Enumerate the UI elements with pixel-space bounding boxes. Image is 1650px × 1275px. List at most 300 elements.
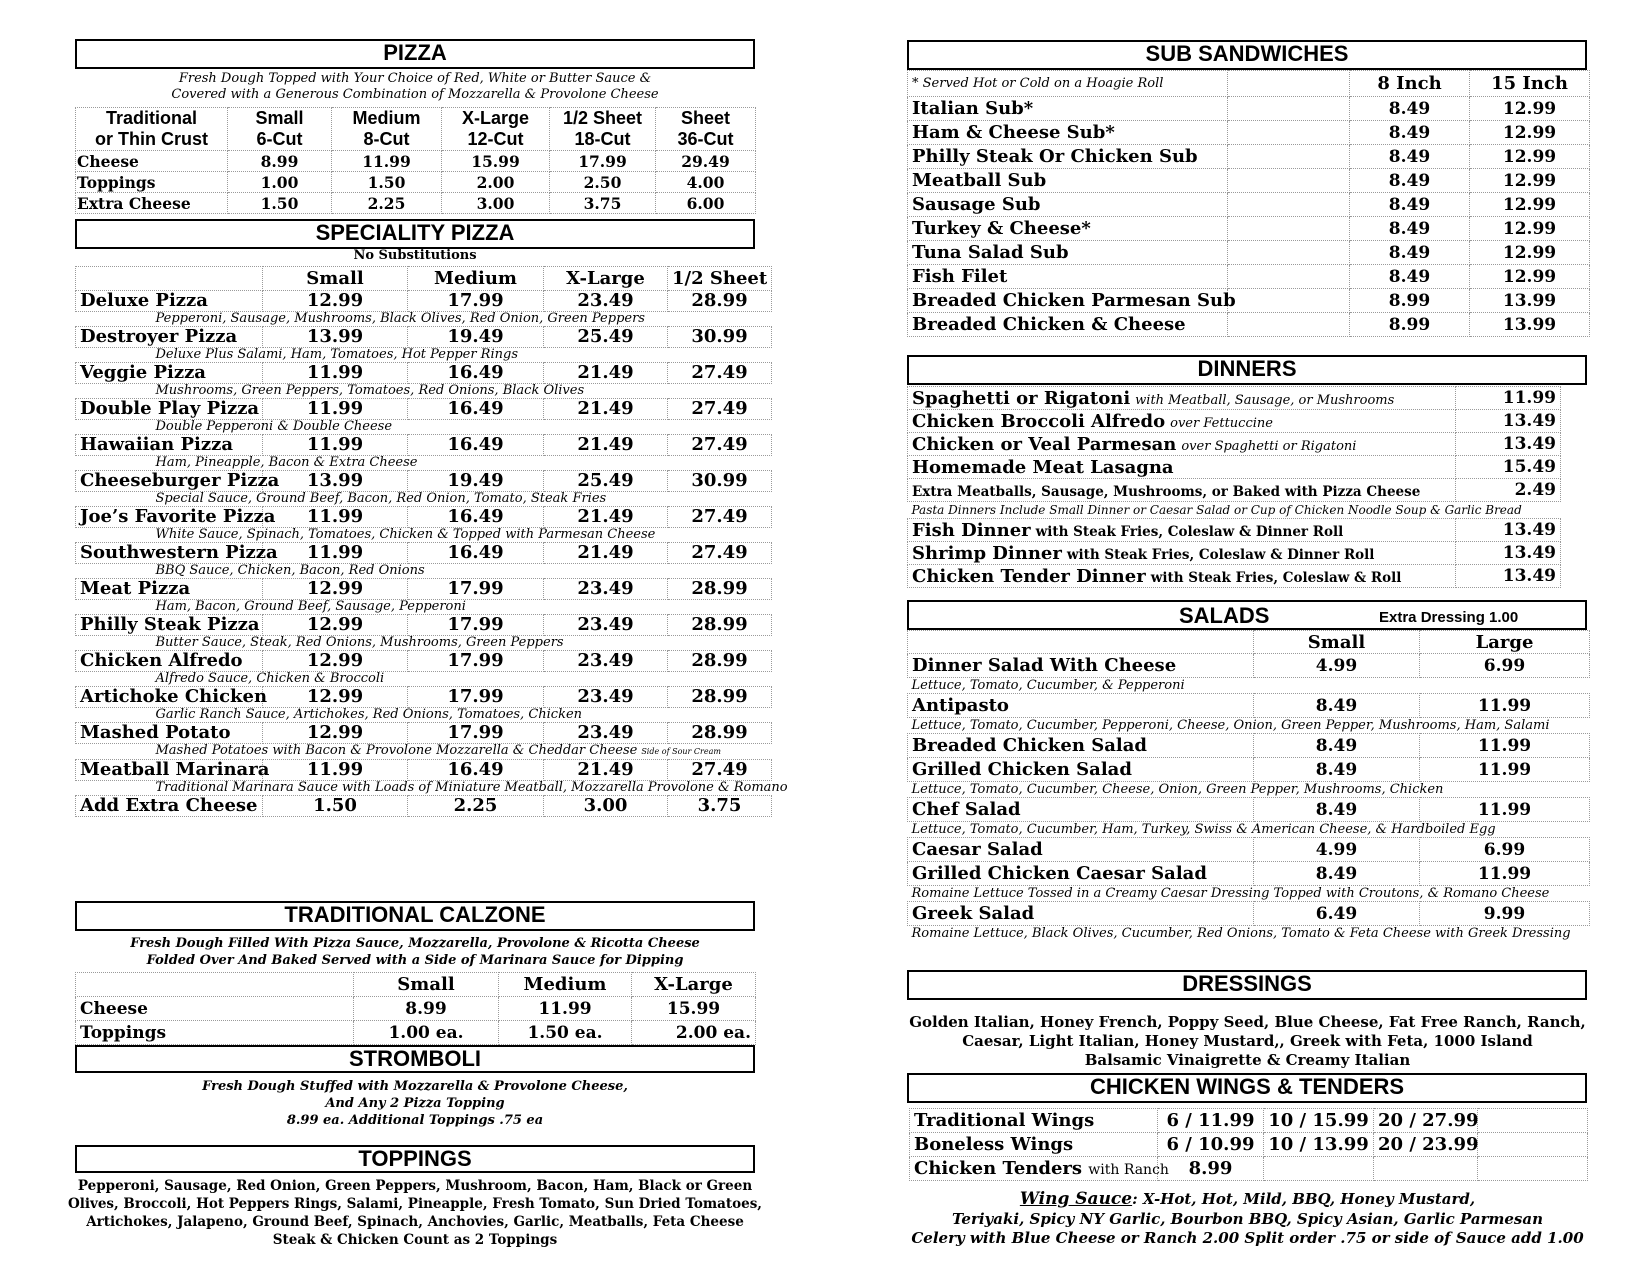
subs-table <box>907 70 1590 337</box>
calzone-desc-1: Fresh Dough Filled With Pizza Sauce, Mozzarella, Provolone & Ricotta Cheese <box>130 936 700 951</box>
price: 12.99 <box>263 615 408 636</box>
price: 17.99 <box>408 291 544 312</box>
desc-row <box>76 744 772 760</box>
price: 13.49 <box>1456 565 1561 588</box>
desc-row <box>76 600 772 615</box>
desc-row <box>908 886 1590 902</box>
item-description: Deluxe Plus Salami, Ham, Tomatoes, Hot Pepper Rings <box>155 347 518 362</box>
table-row <box>908 862 1590 886</box>
wings-row-label: Boneless Wings <box>910 1133 1158 1157</box>
tenders-name: Chicken Tenders <box>914 1158 1083 1179</box>
price: 21.49 <box>544 435 668 456</box>
subs-note: * Served Hot or Cold on a Hoagie Roll <box>908 71 1228 97</box>
tenders-row-label <box>910 1157 1169 1181</box>
price: 11.99 <box>263 435 408 456</box>
price: 8.49 <box>1350 217 1470 241</box>
salads-col-small: Small <box>1254 631 1420 654</box>
price: 21.49 <box>544 399 668 420</box>
price: 30.99 <box>668 471 772 492</box>
desc-row <box>76 528 772 543</box>
item-description: Alfredo Sauce, Chicken & Broccoli <box>155 671 385 686</box>
price: 28.99 <box>668 687 772 708</box>
specialty-note: No Substitutions <box>353 248 477 263</box>
table-row <box>908 145 1590 169</box>
price: 20 / 27.99 <box>1374 1109 1478 1133</box>
table-row <box>908 121 1590 145</box>
item-name: Double Play Pizza <box>76 399 263 420</box>
price: 16.49 <box>408 507 544 528</box>
price: 27.49 <box>668 435 772 456</box>
salads-extra-dressing: Extra Dressing 1.00 <box>1379 609 1519 626</box>
table-row <box>908 387 1561 410</box>
calzone-col-xlarge: X-Large <box>632 973 756 997</box>
price: 23.49 <box>544 651 668 672</box>
table-row <box>908 798 1590 822</box>
dinner-item <box>908 542 1456 565</box>
price: 13.99 <box>263 327 408 348</box>
stromboli-price: 8.99 ea. Additional Toppings .75 ea <box>286 1113 544 1128</box>
price: 11.99 <box>1420 694 1590 718</box>
price: 25.49 <box>544 327 668 348</box>
item-description: Double Pepperoni & Double Cheese <box>155 419 393 434</box>
table-row <box>908 456 1561 479</box>
price: 2.25 <box>408 796 544 817</box>
salads-col-large: Large <box>1420 631 1590 654</box>
price: 28.99 <box>668 291 772 312</box>
item-name: Chicken Broccoli Alfredo <box>912 410 1166 432</box>
toppings-header <box>75 1145 755 1173</box>
pizza-desc-1: Fresh Dough Topped with Your Choice of Red, White or Butter Sauce & <box>178 71 652 86</box>
item-name: Antipasto <box>908 694 1254 718</box>
pizza-title: PIZZA <box>383 40 447 65</box>
item-name: Fish Filet <box>908 265 1228 289</box>
price: 8.49 <box>1350 193 1470 217</box>
price: 12.99 <box>1470 145 1590 169</box>
price: 11.99 <box>263 399 408 420</box>
price: 2.00 ea. <box>632 1021 756 1045</box>
note-row <box>908 502 1561 519</box>
table-row <box>908 694 1590 718</box>
price: 15.49 <box>1456 456 1561 479</box>
price: 23.49 <box>544 615 668 636</box>
item-name: Artichoke Chicken <box>76 687 263 708</box>
table-row <box>908 289 1590 313</box>
price: 20 / 23.99 <box>1374 1133 1478 1157</box>
pizza-col-xlarge: X-Large 12-Cut <box>442 108 550 151</box>
price: 8.49 <box>1254 734 1420 758</box>
stromboli-desc-1: Fresh Dough Stuffed with Mozzarella & Provolone Cheese, <box>202 1079 628 1094</box>
price: 13.49 <box>1456 519 1561 542</box>
table-row <box>908 265 1590 289</box>
table-row <box>76 579 772 600</box>
dressings-line-2: Caesar, Light Italian, Honey Mustard,, Greek with Feta, 1000 Island <box>962 1032 1533 1050</box>
wings-title: CHICKEN WINGS & TENDERS <box>1089 1074 1405 1099</box>
price: 8.49 <box>1254 758 1420 782</box>
item-name: Meatball Sub <box>908 169 1228 193</box>
toppings-line-4: Steak & Chicken Count as 2 Toppings <box>272 1232 558 1248</box>
item-name: Meatball Marinara <box>76 760 263 781</box>
table-row <box>908 902 1590 926</box>
calzone-row-label: Toppings <box>76 1021 354 1045</box>
table-row <box>908 97 1590 121</box>
subs-header <box>907 40 1587 70</box>
price: 8.49 <box>1350 169 1470 193</box>
calzone-header <box>75 901 755 931</box>
desc-row <box>76 420 772 435</box>
price: 12.99 <box>1470 265 1590 289</box>
price: 2.50 <box>550 172 656 193</box>
calzone-col-medium: Medium <box>499 973 632 997</box>
price: 11.99 <box>1420 758 1590 782</box>
price: 4.00 <box>656 172 756 193</box>
item-name: Philly Steak Pizza <box>76 615 263 636</box>
item-name: Turkey & Cheese* <box>908 217 1228 241</box>
item-name: Grilled Chicken Salad <box>908 758 1254 782</box>
price: 17.99 <box>408 723 544 744</box>
salads-table <box>907 630 1590 941</box>
table-row <box>76 760 772 781</box>
item-name: Breaded Chicken Parmesan Sub <box>908 289 1228 313</box>
price: 12.99 <box>263 579 408 600</box>
price: 6.00 <box>656 193 756 214</box>
price: 2.49 <box>1456 479 1561 502</box>
specialty-header <box>75 219 755 249</box>
item-extra: with Steak Fries, Coleslaw & Dinner Roll <box>1066 546 1375 563</box>
pizza-col-half-sheet: 1/2 Sheet 18-Cut <box>550 108 656 151</box>
desc-row <box>908 926 1590 942</box>
table-row <box>908 169 1590 193</box>
item-name: Shrimp Dinner <box>912 542 1062 564</box>
item-name: Spaghetti or Rigatoni <box>912 387 1131 409</box>
table-row <box>76 363 772 384</box>
item-description: White Sauce, Spinach, Tomatoes, Chicken & Topped with Parmesan Cheese <box>155 527 656 542</box>
price: 11.99 <box>1456 387 1561 410</box>
price: 11.99 <box>263 363 408 384</box>
item-name: Grilled Chicken Caesar Salad <box>908 862 1254 886</box>
price: 12.99 <box>1470 169 1590 193</box>
toppings-line-2: Olives, Broccoli, Hot Peppers Rings, Salami, Pineapple, Fresh Tomato, Sun Dried Tomatoes, <box>67 1196 762 1212</box>
item-extra: with Meatball, Sausage, or Mushrooms <box>1135 392 1395 408</box>
table-row <box>908 241 1590 265</box>
wing-sauce-line-2: Teriyaki, Spicy NY Garlic, Bourbon BBQ, Spicy Asian, Garlic Parmesan <box>951 1210 1544 1228</box>
table-row <box>908 565 1561 588</box>
price: 8.49 <box>1254 694 1420 718</box>
pizza-header <box>75 39 755 69</box>
price: 28.99 <box>668 615 772 636</box>
price: 17.99 <box>550 151 656 172</box>
price: 16.49 <box>408 543 544 564</box>
stromboli-desc-2: And Any 2 Pizza Topping <box>325 1096 505 1111</box>
toppings-line-3: Artichokes, Jalapeno, Ground Beef, Spinach, Anchovies, Garlic, Meatballs, Feta Cheese <box>86 1214 744 1230</box>
price: 8.49 <box>1350 97 1470 121</box>
item-name: Extra Meatballs, Sausage, Mushrooms, or Baked with Pizza Cheese <box>912 483 1421 500</box>
wing-sauce-label: Wing Sauce <box>1019 1189 1133 1209</box>
price: 12.99 <box>263 651 408 672</box>
price: 27.49 <box>668 399 772 420</box>
dinner-item <box>908 387 1456 410</box>
price: 8.99 <box>228 151 332 172</box>
item-name: Greek Salad <box>908 902 1254 926</box>
price: 9.99 <box>1420 902 1590 926</box>
item-description: BBQ Sauce, Chicken, Bacon, Red Onions <box>155 563 425 578</box>
price: 25.49 <box>544 471 668 492</box>
price: 27.49 <box>668 760 772 781</box>
table-row <box>76 543 772 564</box>
item-name: Homemade Meat Lasagna <box>912 456 1174 478</box>
stromboli-header <box>75 1045 755 1073</box>
item-name: Southwestern Pizza <box>76 543 263 564</box>
item-description: Romaine Lettuce Tossed in a Creamy Caesar Dressing Topped with Croutons, & Romano Cheese <box>911 886 1550 901</box>
dinner-item <box>908 479 1456 502</box>
pizza-col-medium: Medium 8-Cut <box>332 108 442 151</box>
price: 3.75 <box>668 796 772 817</box>
toppings-title: TOPPINGS <box>358 1146 472 1171</box>
price: 12.99 <box>1470 97 1590 121</box>
desc-row <box>76 492 772 507</box>
dinners-note: Pasta Dinners Include Small Dinner or Caesar Salad or Cup of Chicken Noodle Soup & Garlic Bread <box>911 503 1522 517</box>
item-name: Caesar Salad <box>908 838 1254 862</box>
item-description: Mushrooms, Green Peppers, Tomatoes, Red Onions, Black Olives <box>155 383 585 398</box>
calzone-row-label: Cheese <box>76 997 354 1021</box>
price: 27.49 <box>668 507 772 528</box>
dinners-header <box>907 355 1587 385</box>
price: 12.99 <box>263 723 408 744</box>
price: 15.99 <box>632 997 756 1021</box>
price: 8.99 <box>1350 289 1470 313</box>
price: 1.50 <box>228 193 332 214</box>
price: 8.49 <box>1254 862 1420 886</box>
specialty-col-half-sheet: 1/2 Sheet <box>668 267 772 291</box>
item-name: Sausage Sub <box>908 193 1228 217</box>
price: 21.49 <box>544 507 668 528</box>
dressings-line-3: Balsamic Vinaigrette & Creamy Italian <box>1084 1051 1411 1069</box>
item-name: Hawaiian Pizza <box>76 435 263 456</box>
table-row <box>908 433 1561 456</box>
specialty-table <box>75 266 788 817</box>
item-name: Joe’s Favorite Pizza <box>76 507 263 528</box>
dinners-title: DINNERS <box>1197 356 1297 381</box>
dinner-item <box>908 410 1456 433</box>
table-row <box>908 542 1561 565</box>
price: 3.75 <box>550 193 656 214</box>
price: 11.99 <box>1420 862 1590 886</box>
price: 11.99 <box>263 507 408 528</box>
item-name: Deluxe Pizza <box>76 291 263 312</box>
price: 8.49 <box>1350 265 1470 289</box>
price: 13.99 <box>1470 289 1590 313</box>
tenders-extra: with Ranch <box>1088 1162 1169 1178</box>
wing-sauce-line-1 <box>900 1190 1595 1209</box>
item-extra: with Steak Fries, Coleslaw & Roll <box>1150 569 1402 586</box>
price: 28.99 <box>668 579 772 600</box>
wing-sauce-list-1: : X-Hot, Hot, Mild, BBQ, Honey Mustard, <box>1132 1190 1476 1208</box>
item-description: Ham, Bacon, Ground Beef, Sausage, Pepperoni <box>155 599 466 614</box>
pizza-row-label: Extra Cheese <box>76 193 228 214</box>
price: 28.99 <box>668 651 772 672</box>
salads-header <box>907 600 1587 630</box>
price: 3.00 <box>544 796 668 817</box>
table-row <box>908 313 1590 337</box>
dinner-item <box>908 565 1456 588</box>
item-description: Butter Sauce, Steak, Red Onions, Mushrooms, Green Peppers <box>155 635 564 650</box>
price: 11.99 <box>499 997 632 1021</box>
price: 6 / 11.99 <box>1158 1109 1264 1133</box>
item-description: Romaine Lettuce, Black Olives, Cucumber, Red Onions, Tomato & Feta Cheese with Greek Dressing <box>911 926 1571 941</box>
desc-row <box>908 782 1590 798</box>
price: 13.49 <box>1456 433 1561 456</box>
price: 6 / 10.99 <box>1158 1133 1264 1157</box>
price: 11.99 <box>1420 734 1590 758</box>
price: 13.49 <box>1456 410 1561 433</box>
item-description-note: Side of Sour Cream <box>641 747 721 756</box>
price: 1.00 ea. <box>354 1021 499 1045</box>
specialty-title: SPECIALITY PIZZA <box>315 220 515 245</box>
table-row <box>908 217 1590 241</box>
price: 1.50 <box>332 172 442 193</box>
price: 8.99 <box>1350 313 1470 337</box>
price: 23.49 <box>544 723 668 744</box>
price: 19.49 <box>408 327 544 348</box>
table-row <box>908 838 1590 862</box>
price: 28.99 <box>668 723 772 744</box>
price: 8.49 <box>1350 121 1470 145</box>
wings-row-label: Traditional Wings <box>910 1109 1158 1133</box>
price: 8.49 <box>1254 798 1420 822</box>
item-name: Chicken or Veal Parmesan <box>912 433 1177 455</box>
dinners-table <box>907 386 1561 588</box>
dressings-line-1: Golden Italian, Honey French, Poppy Seed, Blue Cheese, Fat Free Ranch, Ranch, <box>909 1013 1586 1031</box>
price: 11.99 <box>1420 798 1590 822</box>
price: 1.50 ea. <box>499 1021 632 1045</box>
calzone-table <box>75 972 756 1045</box>
subs-col-15-inch: 15 Inch <box>1470 71 1590 97</box>
table-row <box>76 723 772 744</box>
price: 12.99 <box>1470 193 1590 217</box>
price: 17.99 <box>408 579 544 600</box>
item-description: Lettuce, Tomato, Cucumber, Ham, Turkey, Swiss & American Cheese, & Hardboiled Egg <box>911 822 1496 837</box>
table-row <box>76 796 772 817</box>
desc-row <box>908 678 1590 694</box>
calzone-desc-2: Folded Over And Baked Served with a Side of Marinara Sauce for Dipping <box>146 953 684 968</box>
table-row <box>76 399 772 420</box>
subs-title: SUB SANDWICHES <box>1145 41 1349 66</box>
price: 21.49 <box>544 760 668 781</box>
item-name: Breaded Chicken Salad <box>908 734 1254 758</box>
price: 8.49 <box>1350 145 1470 169</box>
pizza-row-label: Cheese <box>76 151 228 172</box>
table-row <box>908 654 1590 678</box>
price: 16.49 <box>408 363 544 384</box>
price: 23.49 <box>544 687 668 708</box>
table-row <box>76 471 772 492</box>
desc-row <box>76 636 772 651</box>
wings-header <box>907 1073 1587 1103</box>
subs-col-8-inch: 8 Inch <box>1350 71 1470 97</box>
specialty-col-xlarge: X-Large <box>544 267 668 291</box>
item-name: Italian Sub* <box>908 97 1228 121</box>
price: 12.99 <box>1470 121 1590 145</box>
table-row <box>76 615 772 636</box>
desc-row <box>908 822 1590 838</box>
price: 1.00 <box>228 172 332 193</box>
price: 19.49 <box>408 471 544 492</box>
item-name: Cheeseburger Pizza <box>76 471 263 492</box>
item-name: Mashed Potato <box>76 723 263 744</box>
price: 12.99 <box>263 291 408 312</box>
price: 12.99 <box>1470 241 1590 265</box>
price: 10 / 13.99 <box>1264 1133 1374 1157</box>
table-row <box>908 758 1590 782</box>
pizza-desc-2: Covered with a Generous Combination of Mozzarella & Provolone Cheese <box>171 87 659 102</box>
item-description: Traditional Marinara Sauce with Loads of Miniature Meatball, Mozzarella Provolone & Romano <box>155 780 788 795</box>
desc-row <box>908 718 1590 734</box>
item-name: Meat Pizza <box>76 579 263 600</box>
calzone-title: TRADITIONAL CALZONE <box>284 902 546 927</box>
toppings-line-1: Pepperoni, Sausage, Red Onion, Green Peppers, Mushroom, Bacon, Ham, Black or Green <box>77 1178 753 1194</box>
price: 1.50 <box>263 796 408 817</box>
price: 13.99 <box>1470 313 1590 337</box>
price: 13.49 <box>1456 542 1561 565</box>
item-description: Pepperoni, Sausage, Mushrooms, Black Olives, Red Onion, Green Peppers <box>155 311 645 326</box>
desc-row <box>76 312 772 327</box>
table-row <box>76 507 772 528</box>
price: 8.49 <box>1350 241 1470 265</box>
price: 2.00 <box>442 172 550 193</box>
specialty-col-medium: Medium <box>408 267 544 291</box>
dinner-item <box>908 519 1456 542</box>
dressings-header <box>907 970 1587 1000</box>
price: 8.99 <box>1158 1157 1264 1181</box>
price: 2.25 <box>332 193 442 214</box>
price: 23.49 <box>544 291 668 312</box>
item-description: Lettuce, Tomato, Cucumber, Cheese, Onion, Green Pepper, Mushrooms, Chicken <box>911 782 1444 797</box>
salads-title: SALADS <box>1179 603 1270 628</box>
dressings-title: DRESSINGS <box>1182 971 1312 996</box>
desc-row <box>76 672 772 687</box>
price: 4.99 <box>1254 654 1420 678</box>
item-name: Philly Steak Or Chicken Sub <box>908 145 1228 169</box>
price: 16.49 <box>408 399 544 420</box>
price: 27.49 <box>668 543 772 564</box>
price: 12.99 <box>263 687 408 708</box>
price: 6.99 <box>1420 838 1590 862</box>
item-extra: over Spaghetti or Rigatoni <box>1181 438 1357 454</box>
item-name: Chef Salad <box>908 798 1254 822</box>
dinner-item <box>908 433 1456 456</box>
pizza-table <box>75 107 756 214</box>
price: 12.99 <box>1470 217 1590 241</box>
price: 6.49 <box>1254 902 1420 926</box>
item-description: Special Sauce, Ground Beef, Bacon, Red Onion, Tomato, Steak Fries <box>155 491 607 506</box>
price: 4.99 <box>1254 838 1420 862</box>
item-name: Tuna Salad Sub <box>908 241 1228 265</box>
specialty-col-small: Small <box>263 267 408 291</box>
item-name: Destroyer Pizza <box>76 327 263 348</box>
dinner-item <box>908 456 1456 479</box>
wings-table <box>909 1108 1588 1181</box>
desc-row <box>76 708 772 723</box>
item-name: Chicken Tender Dinner <box>912 565 1146 587</box>
item-description: Mashed Potatoes with Bacon & Provolone Mozzarella & Cheddar Cheese <box>155 743 638 758</box>
table-row <box>908 410 1561 433</box>
calzone-col-small: Small <box>354 973 499 997</box>
price: 30.99 <box>668 327 772 348</box>
desc-row <box>76 348 772 363</box>
price: 17.99 <box>408 651 544 672</box>
item-name: Chicken Alfredo <box>76 651 263 672</box>
price: 6.99 <box>1420 654 1590 678</box>
price: 16.49 <box>408 760 544 781</box>
